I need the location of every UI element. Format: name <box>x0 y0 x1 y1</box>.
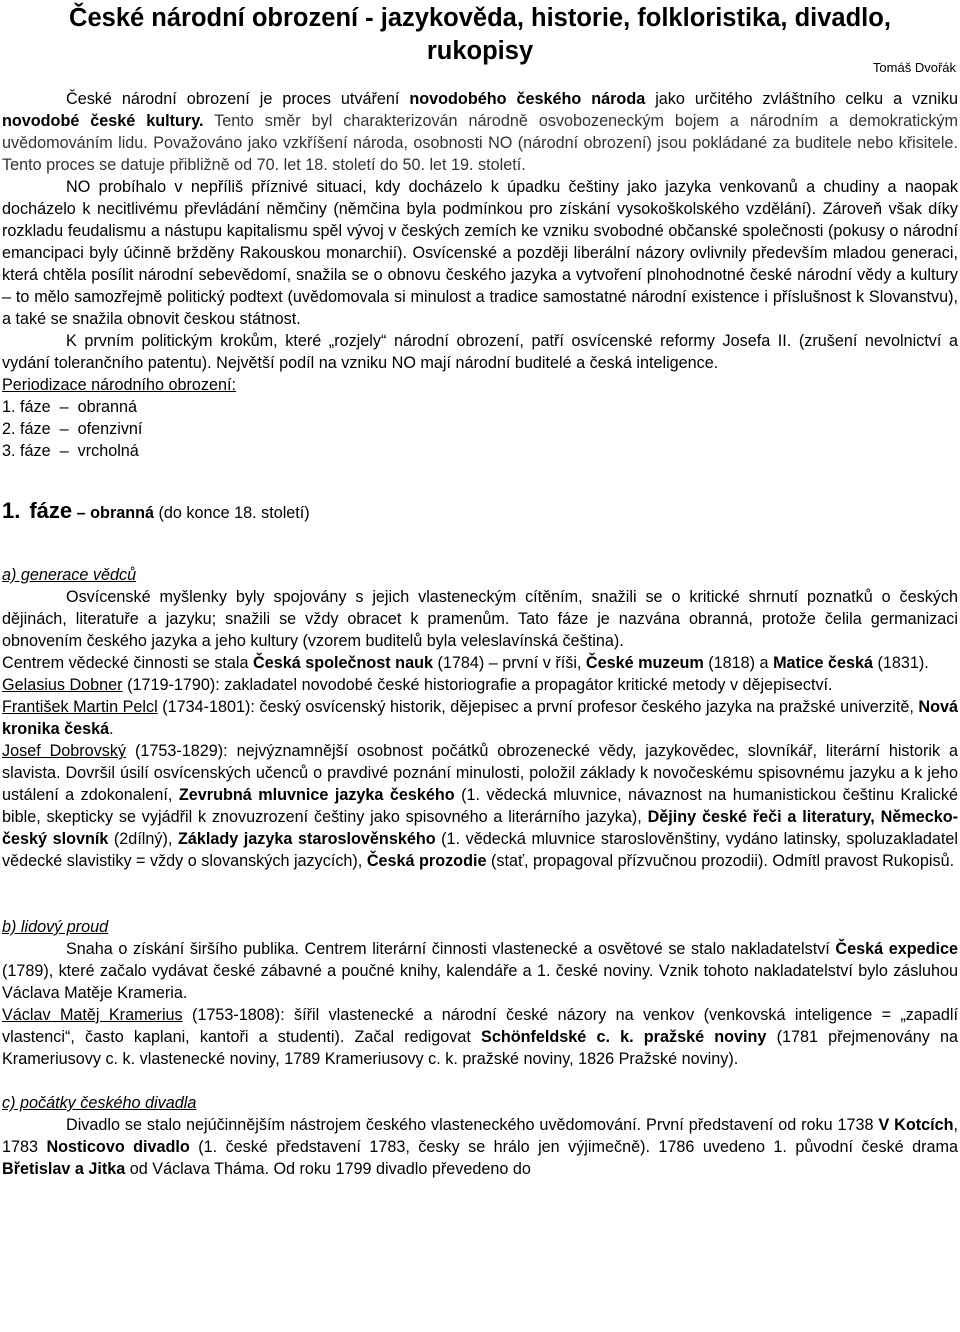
dash: – <box>76 504 86 522</box>
phase-name: obranná <box>77 398 138 416</box>
text-run: od Václava Tháma. Od roku 1799 divadlo převedeno do <box>125 1160 531 1178</box>
text-run: (1784) – první v říši, <box>432 654 586 672</box>
section-heading: c) počátky českého divadla <box>2 1094 197 1112</box>
spacer <box>2 1070 958 1092</box>
list-item <box>2 396 958 418</box>
intro-paragraph-1 <box>2 88 958 176</box>
text-run: (2dílný), <box>108 830 178 848</box>
document-title <box>4 2 956 68</box>
person-name: František Martin Pelcl <box>2 698 158 716</box>
bold-term: Břetislav a Jitka <box>2 1160 126 1178</box>
section-b-paragraph-1 <box>2 938 958 1004</box>
person-name: Václav Matěj Kramerius <box>2 1006 183 1024</box>
dash: – <box>59 398 69 416</box>
bold-term: České muzeum <box>585 654 704 672</box>
bold-term: Zevrubná mluvnice jazyka českého <box>178 786 455 804</box>
kramerius-paragraph <box>2 1004 958 1070</box>
list-item <box>2 440 958 462</box>
phase-word: fáze <box>29 498 73 523</box>
text-run: České národní obrození je proces utváření <box>66 90 410 108</box>
text-run: (1. vědecká mluvnice staroslověnštiny, vydáno latinsky, spoluzakladatel vědecké slavistiky = vždy o slovanských jazycích), <box>2 830 958 870</box>
section-b-heading <box>2 916 958 938</box>
person-name: Josef Dobrovský <box>2 742 127 760</box>
phase-name: vrcholná <box>77 442 139 460</box>
section-c-heading <box>2 1092 958 1114</box>
text-run: (1. vědecká mluvnice, návaznost na humanistickou češtinu Kralické bible, skepticky se vyjádřil k znovuzrození češtiny jako spisovného a literárního jazyka), <box>2 786 958 826</box>
document-body <box>2 88 958 1180</box>
phase-number: 3. fáze <box>2 442 51 460</box>
spacer <box>2 462 958 500</box>
text-run: Centrem vědecké činnosti se stala <box>2 654 254 672</box>
text-run: Považováno jako vzkříšení národa, osobnosti NO (národní obrození) jsou pokládané za buditele nebo křisitele. Tento proces se datuje přibližně od 70. let 18. století do 50. let 19. století. <box>2 134 958 174</box>
text-run: Snaha o získání širšího publika. Centrem literární činnosti vlastenecké a osvětové se stalo nakladatelství <box>66 940 836 958</box>
section-heading: b) lidový proud <box>2 918 109 936</box>
bold-term: Matice česká <box>773 654 873 672</box>
text-run: (1789), které začalo vydávat české zábavné a poučné knihy, kalendáře a 1. české noviny. Vznik tohoto nakladatelství bylo zásluhou Václava Matěje Krameria. <box>2 962 958 1002</box>
title-line-1: České národní obrození - jazykověda, historie, folkloristika, divadlo, <box>69 4 891 32</box>
text-run: (1753-1829): nejvýznamnější osobnost počátků obrozenecké vědy, jazykovědec, slovníkář, literární historik a slavista. Dovršil úsilí osvícenských učenců o pravdivé poznání minulosti, položil základy k novočeskému spisovnému jazyku a k jeho ustálení a zdokonalení, <box>2 742 959 804</box>
text-run: (1818) a <box>703 654 774 672</box>
section-a-paragraph-2 <box>2 652 958 674</box>
section-a-paragraph-1: Osvícenské myšlenky byly spojovány s jejich vlasteneckým cítěním, snažili se o kritické shrnutí poznatků o českých dějinách, literatuře a jazyku; snažili se vždy obracet k pramenům. Tato fáze je nazvána obranná, protože čelila germanizaci obnovením českého jazyka a jeho kultury (vzorem buditelů byla veleslavínská čeština). <box>2 588 958 650</box>
text-run: (1753-1808): šířil vlastenecké a národní české názory na venkov (venkovská inteligence = „zapadlí vlastenci“, často kaplani, kantoři a studenti). Začal redigovat <box>2 1006 958 1046</box>
dobrovsky-paragraph <box>2 740 958 872</box>
phase-number: 1. <box>2 498 21 523</box>
title-line-2: rukopisy <box>426 37 534 65</box>
text-run: , 1783 <box>2 1116 958 1156</box>
text-run: . <box>109 720 114 738</box>
dash: – <box>59 442 69 460</box>
text-run: Divadlo se stalo nejúčinnějším nástrojem českého vlasteneckého uvědomování. První představení od roku 1738 <box>66 1116 879 1134</box>
pelcl-paragraph <box>2 696 958 740</box>
bold-term: Česká společnost nauk <box>253 654 433 672</box>
phase-number: 2. fáze <box>2 420 51 438</box>
bold-term: Česká prozodie <box>366 852 487 870</box>
phase1-heading <box>2 500 958 524</box>
section-heading: a) generace vědců <box>2 566 137 584</box>
text-run: Tento směr byl charakterizován národně osvobozeneckým bojem a národním a demokratickým uvědomováním lidu. <box>2 112 958 152</box>
author-name: Tomáš Dvořák <box>872 60 956 75</box>
person-name: Gelasius Dobner <box>2 676 123 694</box>
dobner-paragraph <box>2 674 958 696</box>
bold-term: Schönfeldské c. k. pražské noviny <box>481 1028 767 1046</box>
bold-term: Dějiny české řeči a literatury, Německo-český slovník <box>2 808 958 848</box>
spacer <box>2 872 958 916</box>
text-run: (1. české představení 1783, česky se hrálo jen výjimečně). 1786 uvedeno 1. původní české drama <box>189 1138 958 1156</box>
text-run: (1734-1801): český osvícenský historik, dějepisec a první profesor českého jazyka na pražské univerzitě, <box>157 698 919 716</box>
intro-paragraph-3: K prvním politickým krokům, které „rozjely“ národní obrození, patří osvícenské reformy Josefa II. (zrušení nevolnictví a vydání tolerančního patentu). Největší podíl na vzniku NO mají národní buditelé a česká inteligence. <box>2 332 958 372</box>
bold-term: Nosticovo divadlo <box>46 1138 190 1156</box>
bold-term: Česká expedice <box>835 940 958 958</box>
phase-list <box>2 396 958 462</box>
phase-name: ofenzivní <box>77 420 143 438</box>
phase-note: (do konce 18. století) <box>158 504 310 522</box>
bold-term: Nová kronika česká <box>2 698 958 738</box>
dash: – <box>59 420 69 438</box>
text-run: (1781 přejmenovány na Krameriusovy c. k. vlastenecké noviny, 1789 Krameriusovy c. k. pražské noviny, 1826 Pražské noviny). <box>2 1028 958 1068</box>
bold-term: novodobého českého národa <box>409 90 646 108</box>
intro-paragraph-2: NO probíhalo v nepříliš příznivé situaci, kdy docházelo k úpadku češtiny jako jazyka venkovanů a chudiny a naopak docházelo k necitlivému převládání němčiny (němčina byla podmínkou pro získání vysokoškolského vzdělání). Zároveň však díky rozkladu feudalismu a nástupu kapitalismu spěl vývoj v českých zemích ke vzniku svobodné občanské společnosti (pokusy o národní emancipaci byly účinně bržděny Rakouskou monarchií). Osvícenské a později liberální názory ovlivnily především mladou generaci, která chtěla posílit národní sebevědomí, snažila se o obnovu českého jazyka a vytvoření plnohodnotné české národní vědy a kultury – to mělo samozřejmě politický podtext (uvědomovala si minulost a tradice samostatné národní existence i příslušnost k Slovanstvu), a také se snažila obnovit českou státnost. <box>2 178 958 328</box>
list-item <box>2 418 958 440</box>
bold-term: V Kotcích <box>878 1116 954 1134</box>
section-c-paragraph-1 <box>2 1114 958 1180</box>
periodization-heading: Periodizace národního obrození: <box>2 376 236 394</box>
text-run: jako určitého zvláštního celku a vzniku <box>645 90 958 108</box>
text-run: (1831). <box>872 654 929 672</box>
spacer <box>2 524 958 564</box>
text-run: (1719-1790): zakladatel novodobé české historiografie a propagátor kritické metody v dějepisectví. <box>122 676 833 694</box>
phase-name: obranná <box>90 504 155 522</box>
periodization-label <box>2 374 958 396</box>
bold-term: Základy jazyka staroslověnského <box>177 830 436 848</box>
phase-number: 1. fáze <box>2 398 51 416</box>
bold-term: novodobé české kultury. <box>2 112 204 130</box>
section-a-heading <box>2 564 958 586</box>
text-run: (stať, propagoval přízvučnou prozodii). Odmítl pravost Rukopisů. <box>486 852 955 870</box>
